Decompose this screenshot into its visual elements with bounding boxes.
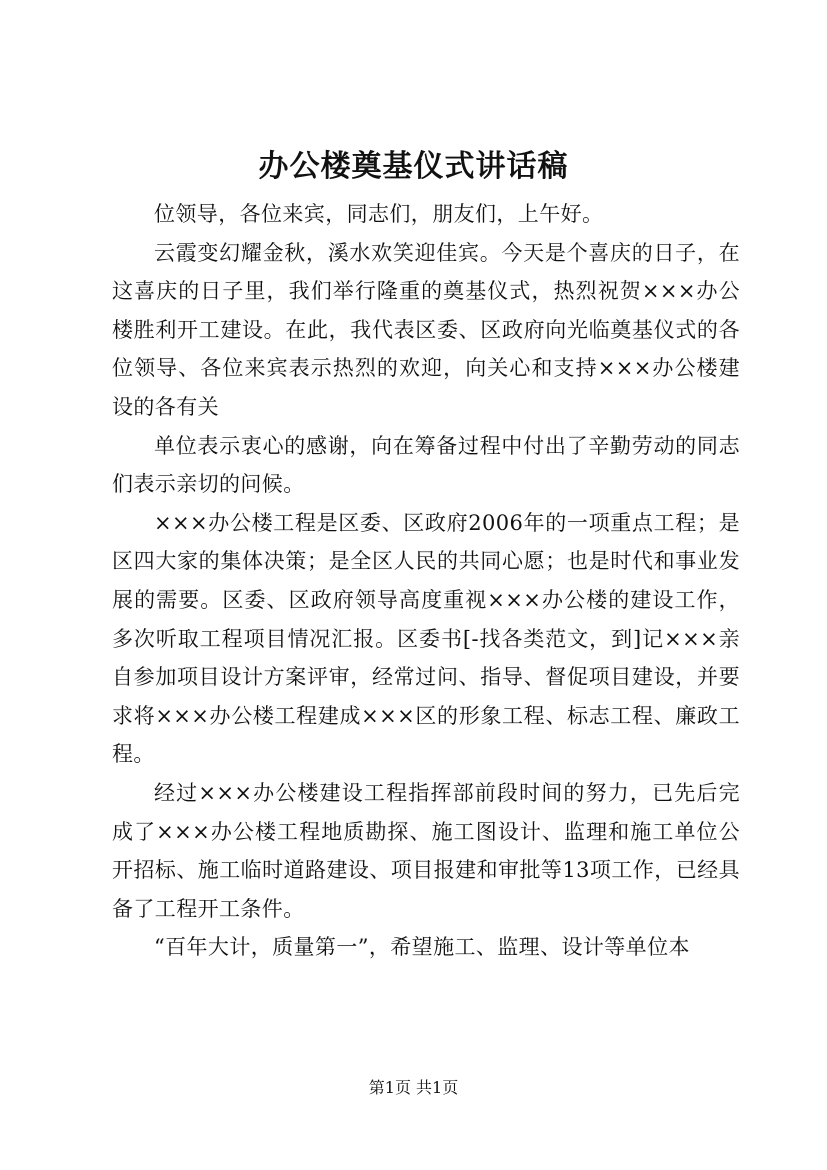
- page-number-footer: 第1页 共1页: [368, 1078, 459, 1097]
- paragraph-welcome: 云霞变幻耀金秋，溪水欢笑迎佳宾。今天是个喜庆的日子，在这喜庆的日子里，我们举行隆重的奠基仪式，热烈祝贺×××办公楼胜利开工建设。在此，我代表区委、区政府向光临奠基仪式的各位领导、各位来宾表示热烈的欢迎，向关心和支持×××办公楼建设的各有关: [112, 240, 740, 419]
- paragraph-project-importance: ×××办公楼工程是区委、区政府2006年的一项重点工程；是区四大家的集体决策；是全区人民的共同心愿；也是时代和事业发展的需要。区委、区政府领导高度重视×××办公楼的建设工作，多次听取工程项目情况汇报。区委书[-找各类范文，到]记×××亲自参加项目设计方案评审，经常过问、指导、督促项目建设，并要求将×××办公楼工程建成×××区的形象工程、标志工程、廉政工程。: [112, 510, 740, 767]
- document-body: [112, 195, 740, 967]
- paragraph-quality: “百年大计，质量第一”，希望施工、监理、设计等单位本: [154, 935, 690, 960]
- paragraph-thanks: 单位表示衷心的感谢，向在筹备过程中付出了辛勤劳动的同志们表示亲切的问候。: [112, 433, 740, 497]
- paragraph-greeting: 位领导，各位来宾，同志们，朋友们，上午好。: [154, 202, 604, 226]
- document-title: 办公楼奠基仪式讲话稿: [258, 149, 569, 184]
- paragraph-preparation: 经过×××办公楼建设工程指挥部前段时间的努力，已先后完成了×××办公楼工程地质勘探、施工图设计、监理和施工单位公开招标、施工临时道路建设、项目报建和审批等13项工作，已经具备了工程开工条件。: [112, 780, 740, 921]
